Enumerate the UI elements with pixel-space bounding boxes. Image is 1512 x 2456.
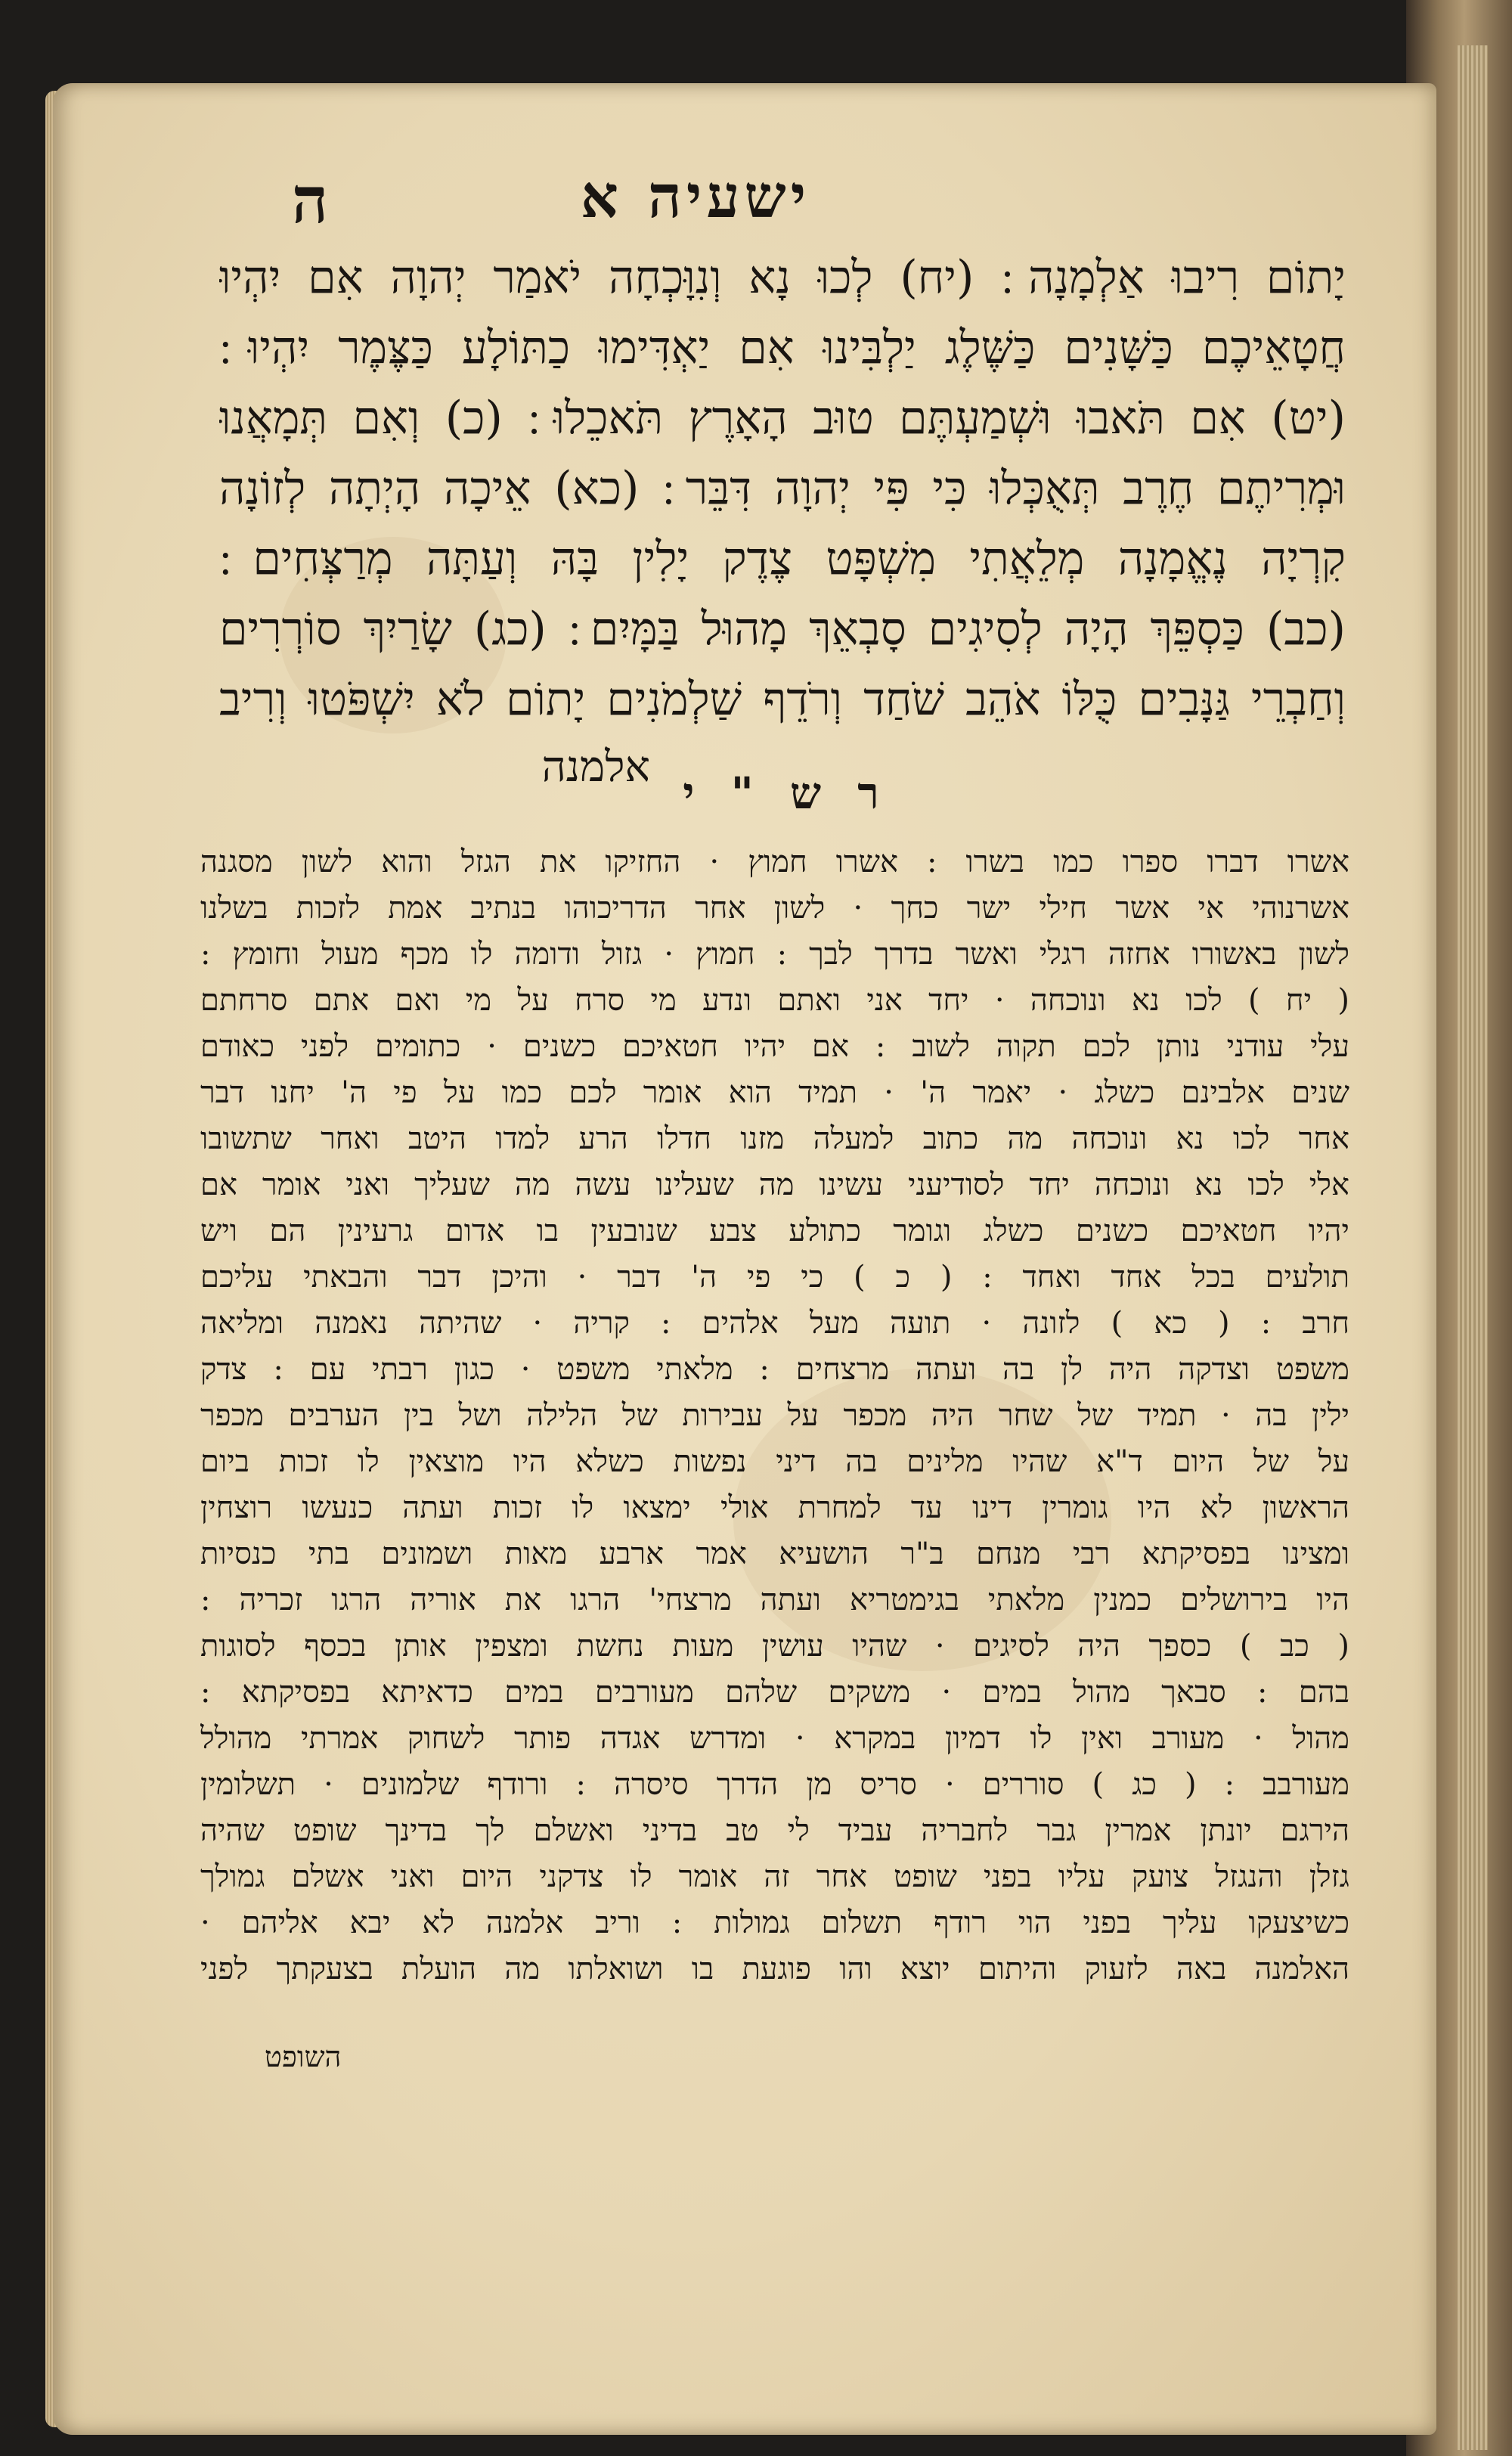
commentary-line: בהם : סבאך מהול במים · משקים שלהם מעורבים במים כדאיתא בפסיקתא :: [200, 1675, 1349, 1710]
commentary-line: על של היום ד"א שהיו מלינים בה דיני נפשות כשלא היו מוצאין לו זכות ביום: [200, 1444, 1349, 1479]
commentary-line: מהול · מעורב ואין לו דמיון במקרא · ומדרש אגדה פותר לשחוק אמרתי מהולל: [200, 1721, 1349, 1756]
commentary-line: לשון באשורו אחזה רגלי ואשר בדרך לבך : חמוץ · גזול ודומה לו מכף מעול וחומץ :: [200, 937, 1349, 972]
commentary-line: הירגם יונתן אמרין גבר לחבריה עביד לי טב בדיני ואשלם לך בדינך שופט שהיה: [200, 1813, 1349, 1848]
folio-number: ה: [291, 163, 329, 237]
commentary-line: אשרנוהי אי אשר חילי ישר כחך · לשון אחר הדריכוהו בנתיב אמת לזכות בשלנו: [200, 891, 1349, 926]
commentary-line: ( יח ) לכו נא ונוכחה · יחד אני ואתם ונדע מי סרח על מי ואם אתם סרחתם: [200, 983, 1349, 1018]
verse-line: קִרְיָה נֶאֱמָנָה מְלֵאֲתִי מִשְׁפָּט צֶדֶק יָלִין בָּהּ וְעַתָּה מְרַצְּחִים ׃: [219, 532, 1346, 585]
commentary-line: כשיצעקו עליך בפני הוי רודף תשלום גמולות : וריב אלמנה לא יבא אליהם ·: [200, 1906, 1349, 1940]
verse-line: וְחַבְרֵי גַּנָּבִים כֻּלּוֹ אֹהֵב שֹׁחַד וְרֹדֵף שַׁלְמֹנִים יָתוֹם לֹא יִשְׁפֹּטוּ וְרִיב: [219, 673, 1346, 726]
verse-line: יָתוֹם רִיבוּ אַלְמָנָה ׃ (יח) לְכוּ נָא וְנִוָּכְחָה יֹאמַר יְהוָה אִם יִהְיוּ: [219, 251, 1346, 304]
commentary-line: היו בירושלים כמנין מלאתי בגימטריא ועתה מרצחי' הרגו את אוריה הרגו זכריה :: [200, 1583, 1349, 1617]
facing-page-edges: [1458, 45, 1488, 2450]
commentary-line: תולעים בכל אחד ואחד : ( כ ) כי פי ה' דבר · והיכן דבר והבאתי עליכם: [200, 1260, 1349, 1295]
commentary-line: שנים אלבינם כשלג · יאמר ה' · תמיד הוא אומר לכם כמו על פי ה' יחנו דבר: [200, 1075, 1349, 1110]
verse-line: חֲטָאֵיכֶם כַּשָּׁנִים כַּשֶּׁלֶג יַלְבִּינוּ אִם יַאְדִּימוּ כַתּוֹלָע כַּצֶּמֶר יִהְיוּ ׃: [219, 321, 1346, 374]
verse-line: (יט) אִם תֹּאבוּ וּשְׁמַעְתֶּם טוּב הָאָרֶץ תֹּאכֵלוּ ׃ (כ) וְאִם תְּמָאֲנוּ: [219, 392, 1346, 445]
commentary-line: אחר לכו נא ונוכחה מה כתוב למעלה מזנו חדלו הרע למדו היטב ואחר שתשובו: [200, 1121, 1349, 1156]
commentary-line: משפט וצדקה היה לן בה ועתה מרצחים : מלאתי משפט · כגון רבתי עם : צדק: [200, 1352, 1349, 1387]
commentary-line: ילין בה · תמיד של שחר היה מכפר על עבירות של הלילה ושל בין הערבים מכפר: [200, 1398, 1349, 1433]
commentary-line: אשרו דברו ספרו כמו בשרו : אשרו חמוץ · החזיקו את הגזל והוא לשון מסגנה: [200, 845, 1349, 879]
commentary-line: האלמנה באה לזעוק והיתום יוצא והו פוגעת בו ושואלתו מה הועלת בצעקתך לפני: [200, 1952, 1349, 1986]
commentary-line: הראשון לא היו גומרין דינו עד למחרת אולי ימצאו לו זכות ועתה כנעשו רוצחין: [200, 1490, 1349, 1525]
verse-continuation: אלמנה: [541, 743, 650, 792]
commentary-line: עלי עודני נותן לכם תקוה לשוב : אם יהיו חטאיכם כשנים · כתומים לפני כאודם: [200, 1029, 1349, 1064]
commentary-line: אלי לכו נא ונוכחה יחד לסודיעני עשינו מה שעלינו עשה מה שעליך ואני אומר אם: [200, 1168, 1349, 1202]
commentary-heading: ר ש " י: [683, 768, 890, 819]
commentary-line: ומצינו בפסיקתא רבי מנחם ב"ר הושעיא אמר ארבע מאות ושמונים בתי כנסיות: [200, 1537, 1349, 1571]
commentary-line: חרב : ( כא ) לזונה · תועה מעל אלהים : קריה · שהיתה נאמנה ומליאה: [200, 1306, 1349, 1341]
commentary-line: ( כב ) כספך היה לסיגים · שהיו עושין מעות נחשת ומצפין אותן בכסף לסוגות: [200, 1629, 1349, 1664]
catchword: השופט: [265, 2040, 342, 2073]
page-header-title: ישעיה א: [580, 163, 811, 231]
verse-line: (כב) כַּסְפֵּךְ הָיָה לְסִיגִים סָבְאֵךְ מָהוּל בַּמָּיִם ׃ (כג) שָׂרַיִךְ סוֹרְרִים: [219, 603, 1346, 656]
commentary-line: מעורבב : ( כג ) סוררים · סריס מן הדרך סיסרה : ורודף שלמונים · תשלומין: [200, 1767, 1349, 1802]
commentary-line: גזלן והנגזל צועק עליו בפני שופט אחר זה אומר לו צדקני היום ואני אשלם גמולך: [200, 1859, 1349, 1894]
commentary-line: יהיו חטאיכם כשנים כשלג וגומר כתולע צבע שנובעין בו אדום גרעינין הם ויש: [200, 1214, 1349, 1248]
verse-line: וּמְרִיתֶם חֶרֶב תְּאֻכְּלוּ כִּי פִּי יְהוָה דִּבֵּר ׃ (כא) אֵיכָה הָיְתָה לְזוֹנָה: [219, 462, 1346, 515]
